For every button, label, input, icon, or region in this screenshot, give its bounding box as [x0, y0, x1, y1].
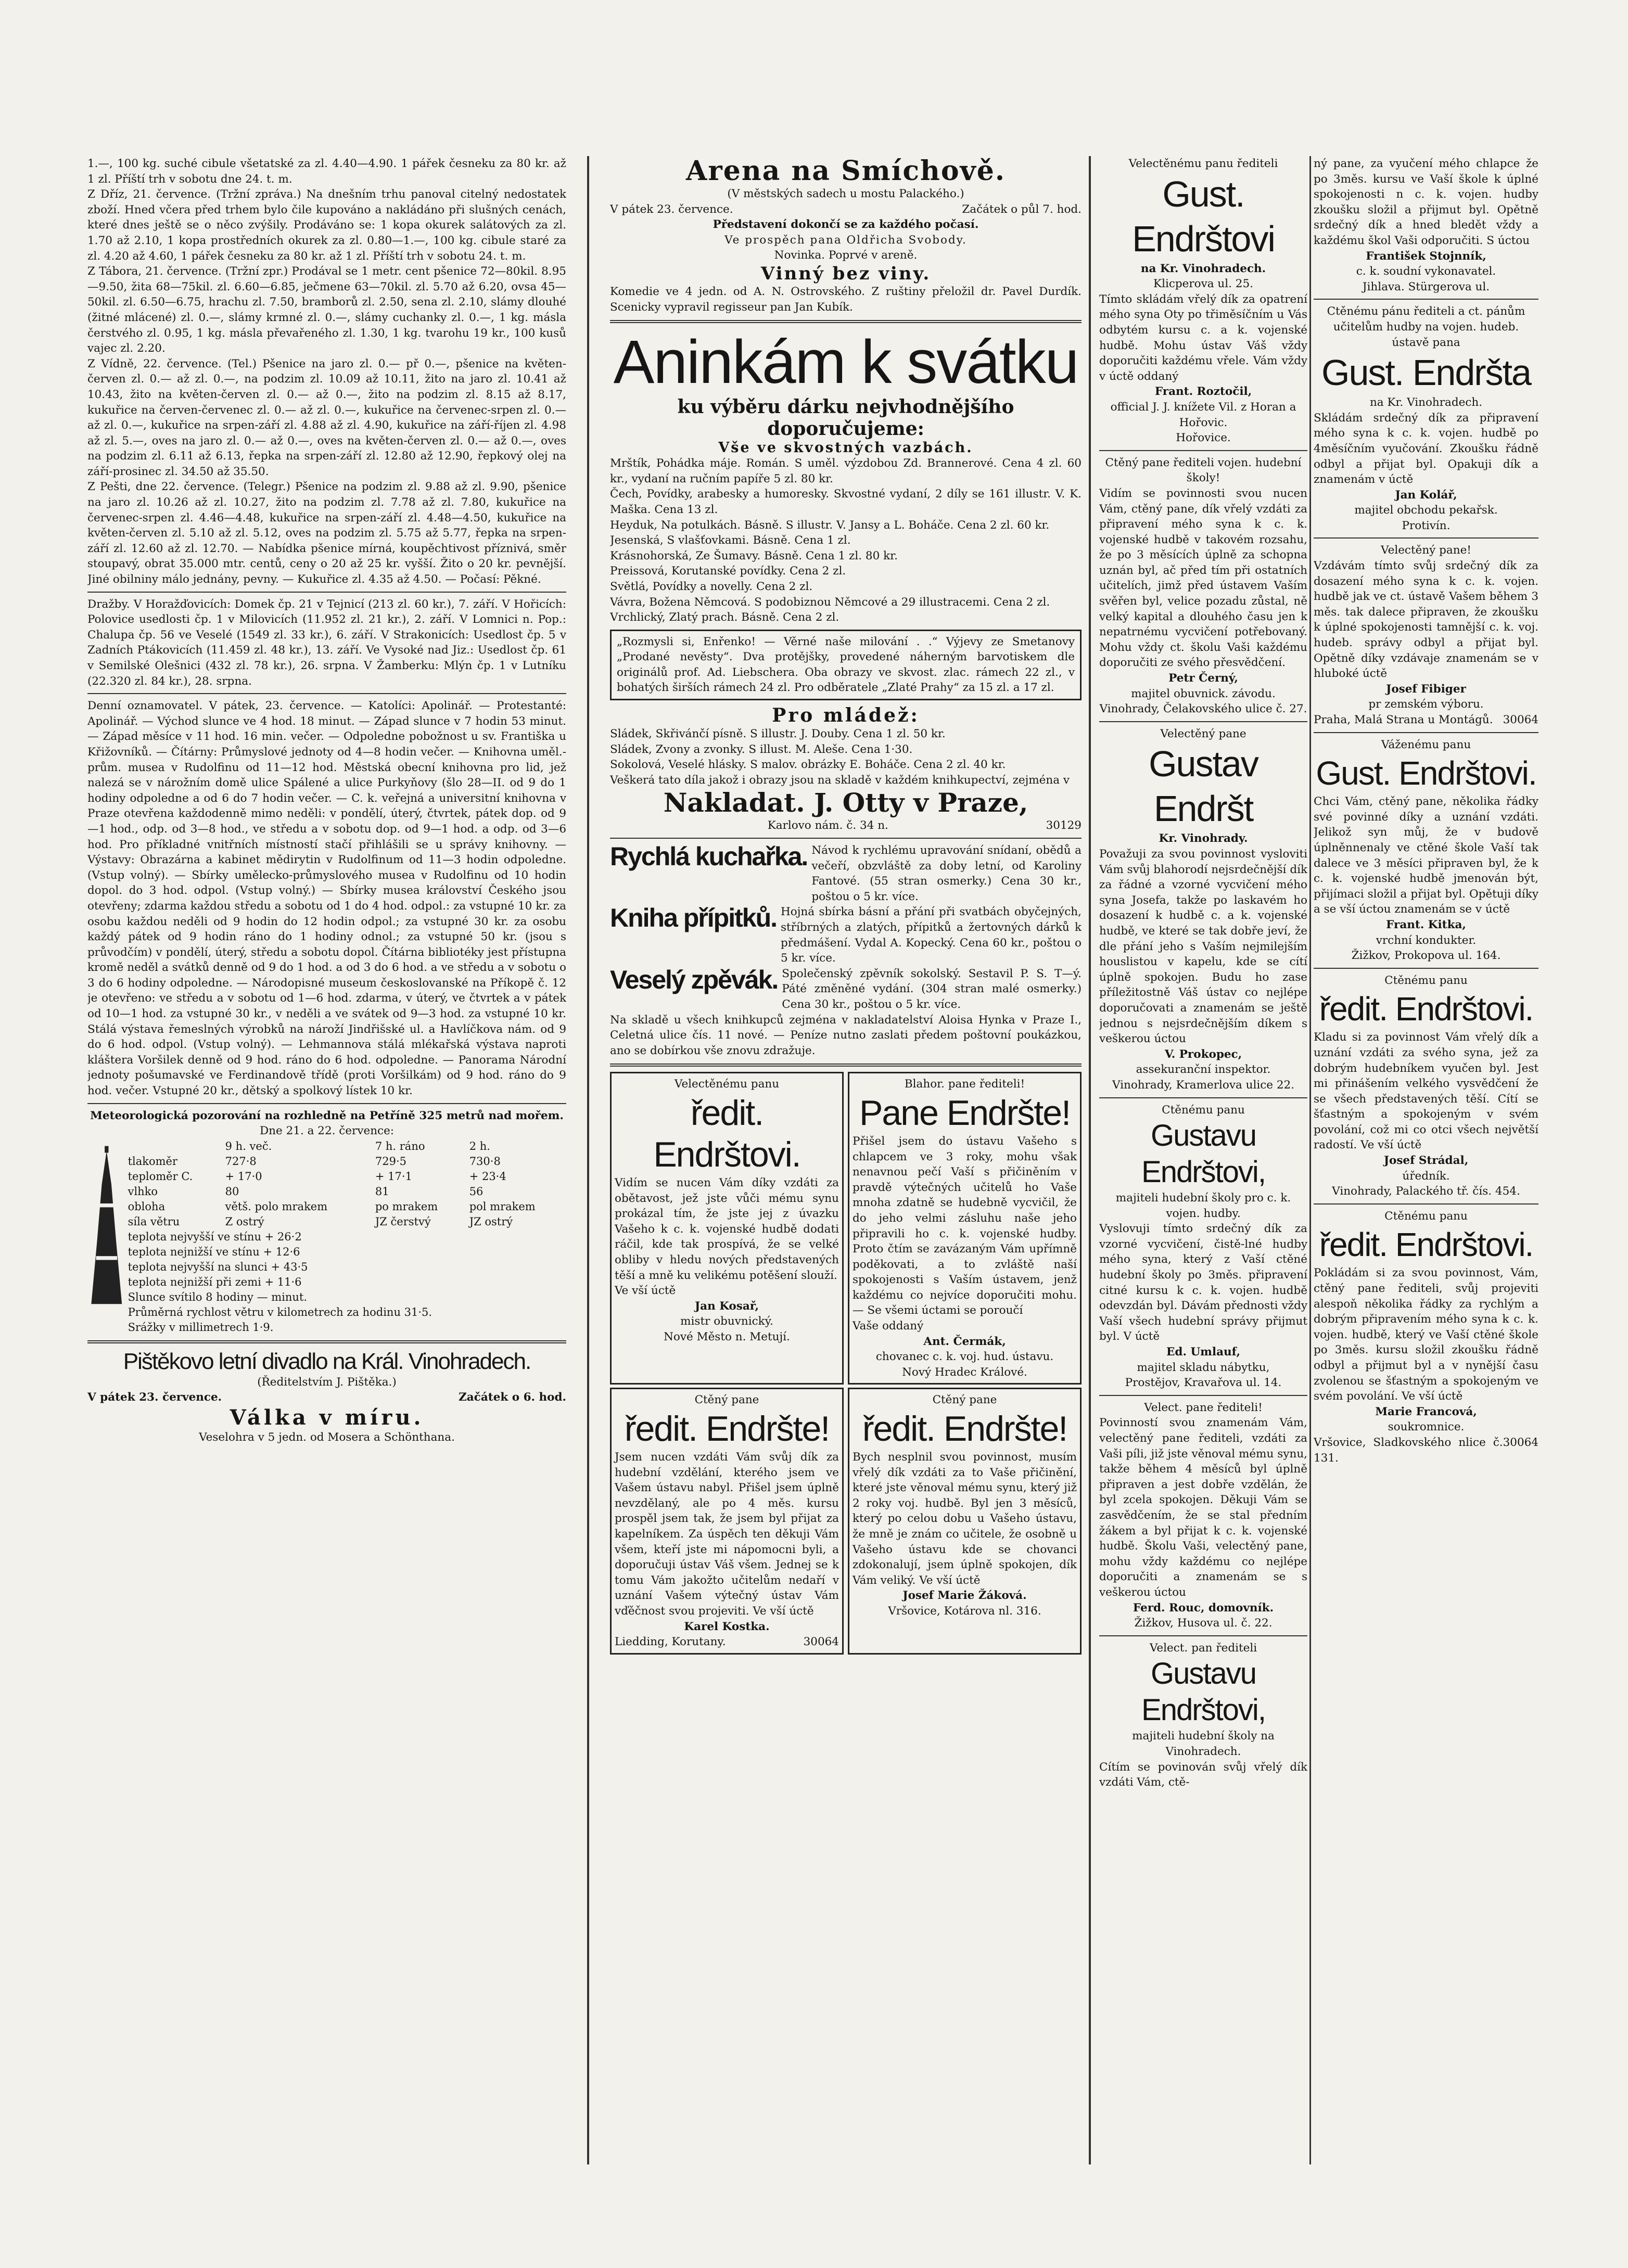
ad-signature-title: soukromnice.: [1388, 1420, 1465, 1434]
petrin-tower-icon: [87, 1139, 126, 1316]
market-report: Z Pešti, dne 22. července. (Telegr.) Pšenice na podzim zl. 9.88 až zl. 9.90, pšenice na jaro zl. 10.26 až zl. 10.27, žito na podzim zl. 7.78 až zl. 7.80, kukuřice na červenec-srpen zl. 4.46—4.48, kukuřice na srpen-září zl. 4.48—4.50, kukuřice na květen-červen zl. 5.10 až zl. 5.12, oves na podzim zl. 5.75 až 5.77, řepka na srpen-září zl. 12.60 až zl. 12.70. — Nabídka pšenice mírná, koupěchtivost příznivá, směr stoupavý, obrat 35.000 mtr. centů, ceny o 20 až 25 kr. vyšší. Žito o 20 kr. pevnější. Jiné obilniny málo jednány, pevny. — Kukuřice zl. 4.35 až 4.50. — Počasí: Pěkné.: [87, 480, 566, 586]
ad-heading: Velectěný pane: [1160, 727, 1247, 740]
mladez-title: Pro mládež:: [772, 704, 920, 727]
theatre-subtitle: (Ředitelstvím J. Pištěka.): [257, 1375, 397, 1389]
divider: [87, 1340, 566, 1343]
ad-text: Přišel jsem do ústavu Vašeho s chlapcem ve 3 roky, mohu však nenavnou pečí Vaší s přičiněním v pravdě výtečných učitelů ho Vaše mnoha zdatně se hudebně vycvičil, že do jeho velmi zásluhu naše jeho připravili ho c. k. vojenské hudby. Proto čtím se zavázaným Vám upřímně poděkovati, a to zvláště naší spokojenosti s Vaším ústavem, jenž každému co nejvíce doporučiti mohu. — Se všemi úctami se poroučí: [853, 1134, 1077, 1317]
divider: [1314, 299, 1538, 300]
ad-heading: Velectěný pane!: [1381, 544, 1471, 557]
ad-text: ný pane, za vyučení mého chlapce že po 3měs. kursu ve Vaší škole k úplné spokojenosti n c. k. vojen. hudby zkoušku složil a přijmut byl. Opětně srdečný dík a hned bledět vždy a každému škol Vaši odporučiti. S úctou: [1314, 157, 1538, 247]
ad-signature-title: majitel obuvnick. závodu.: [1131, 687, 1276, 700]
meteo-extra: teplota nejnižší ve stínu + 12·6: [128, 1245, 300, 1258]
mladez-item: Sokolová, Veselé hlásky. S malov. obrázky E. Boháče. Cena 2 zl. 40 kr.: [610, 758, 1006, 772]
meteo-value: + 17·0: [225, 1170, 262, 1183]
book-item: Krásnohorská, Ze Šumavy. Básně. Cena 1 zl. 80 kr.: [610, 549, 898, 562]
ad-row: [610, 1388, 1082, 1654]
ad-number: 30064: [1503, 713, 1538, 726]
ad-heading: Velectěnému panu řediteli: [1128, 157, 1278, 170]
ad-text: Vyslovuji tímto srdečný dík za vzorné vycvičení, čistě-lné hudby mého syna, který z Vaší ctěné hudební školy po 3měs. připravení citné kursu k c. k. vojen. hudbě odevzdán byl. Dávám přednosti vždy Vaší všech hudební správy přijmut byl. V úctě: [1099, 1222, 1307, 1343]
ad-text: Povinností svou znamenám Vám, velectěný pane řediteli, vzdáti za Vaši píli, již jste věnoval mému synu, takže během 4 měsíců byl úplně připraven a jest dobře vzdělán, že byl zcela spokojen. Děkuji Vám se zasvědčením, že se stal předním žákem a byl přijat k c. k. vojenské hudbě. Školu Vaši, velectěný pane, mohu vždy každému co nejlépe doporučiti a znamenám se s veškerou úctou: [1099, 1416, 1307, 1599]
theatre-title: Pištěkovo letní divadlo na Král. Vinohradech.: [123, 1348, 531, 1374]
ad-text: Pokládám si za svou povinnost, Vám, ctěný pane řediteli, svůj projeviti alespoň několika řádky za rychlým a dobrým připravením mého syna k c. k. vojen. hudbě, který ve Vaší ctěné škole po 3měs. kursu složil zkoušku řádně odbyl a přijmut byl a v nynější času zvolenou se šťastným a spokojeným ve svém povolání. Ve vší úctě: [1314, 1266, 1538, 1403]
ad-place: Vinohrady, Palackého tř. čís. 454.: [1332, 1185, 1520, 1198]
mladez-item: Sládek, Zvony a zvonky. S illust. M. Aleše. Cena 1·30.: [610, 742, 913, 756]
theatre-desc: Veselohra v 5 jedn. od Mosera a Schönthana.: [199, 1431, 455, 1444]
meteo-value: JZ čerstvý: [375, 1215, 431, 1228]
ad-place: Protivín.: [1402, 519, 1451, 532]
ad-place: Žižkov, Prokopova ul. 164.: [1351, 949, 1501, 963]
ad-text: Kladu si za povinnost Vám vřelý dík a uznání vzdáti za svého syna, jež za dobrým hudebníkem vyučen byl. Jest mi přinášením velkého vysvědčení že se všech představených těší. Cítí se šťastným a spokojeným v svém povolání, což mi co otci všech největší radostí. Ve vší úctě: [1314, 1031, 1538, 1152]
ad-signature: V. Prokopec,: [1164, 1047, 1242, 1061]
meteo-row: [126, 1154, 566, 1169]
zpevak-title: Veselý zpěvák.: [610, 965, 778, 994]
ad-heading: Ctěný pane: [694, 1393, 759, 1407]
ad-subtitle: majiteli hudební školy na Vinohradech.: [1132, 1729, 1275, 1758]
divider: [87, 693, 566, 694]
column-rule: [1309, 156, 1311, 2164]
arena-time: Začátek o půl 7. hod.: [962, 202, 1082, 216]
ad-name: ředit. Endršte!: [624, 1409, 830, 1449]
ad-signature: Ant. Čermák,: [923, 1335, 1006, 1348]
ad-signature: Karel Kostka.: [684, 1620, 770, 1633]
market-report: Z Vídně, 22. července. (Tel.) Pšenice na jaro zl. 0.— př 0.—, pšenice na květen-červen zl. 0.— až zl. 0.—, na podzim zl. 10.09 až 10.11, žito na jaro zl. 10.41 až 10.43, žito na květen-červen zl. 0.— až 0.—, žito na podzim zl. 8.15 až 8.17, kukuřice na červen-červenec zl. 0.— až zl. 0.—, kukuřice na červenec-srpen zl. 0.— až zl. 0.—, kukuřice na srpen-září zl. 4.88 až zl. 4.90, kukuřice na září-říjen zl. 4.98 až zl. 5.—, oves na jaro zl. 0.— až 0.—, oves na květen-červen zl. 0.— až 0.—, oves na podzim zl. 6.11 až 6.13, řepka na srpen-září zl. 12.80 až 12.90, řepkový olej na září-prosinec zl. 34.50 až 35.50.: [87, 357, 566, 478]
meteo-value: 730·8: [469, 1155, 501, 1168]
theatre-play: Válka v míru.: [230, 1405, 424, 1430]
ad-name: ředit. Endrštovi.: [653, 1093, 800, 1174]
ad-signature: Marie Francová,: [1375, 1405, 1477, 1418]
meteo-value: JZ ostrý: [469, 1215, 513, 1228]
ad-box: [610, 1388, 844, 1654]
ad-name: Gust. Endrštovi.: [1316, 754, 1536, 792]
theatre-date: V pátek 23. července.: [87, 1391, 222, 1404]
market-report: 1.—, 100 kg. suché cibule všetatské za zl. 4.40—4.90. 1 pářek česneku za 80 kr. až 1 zl. Příští trh v sobotu dne 24. t. m.: [87, 157, 566, 186]
book-item: Heyduk, Na potulkách. Básně. S illustr. V. Jansy a L. Boháče. Cena 2 zl. 60 kr.: [610, 518, 1050, 532]
divider: [610, 838, 1082, 839]
book-item: Jesenská, S vlašťovkami. Básně. Cena 1 zl.: [610, 534, 851, 547]
divider: [87, 1103, 566, 1104]
kniha-text: Hojná sbírka básní a přání při svatbách obyčejných, stříbrných a zlatých, přípitků a žertovných dárků k předmášení. Vydal A. Kopecký. Cena 60 kr., poštou o 5 kr. více.: [781, 905, 1082, 965]
ad-close: Ve vší úctě: [615, 1284, 676, 1298]
hynek-note: Na skladě u všech knihkupců zejména v nakladatelství Aloisa Hynka v Praze I., Celetná ulice čís. 11 nové. — Peníze nutno zaslati předem poštovní poukázkou, ano se dobírkou vše znovu zdražuje.: [610, 1013, 1082, 1057]
book-item: Světlá, Povídky a novelly. Cena 2 zl.: [610, 580, 813, 593]
meteo-row: [126, 1184, 566, 1199]
ad-signature-title: majitel skladu nábytku,: [1137, 1361, 1270, 1374]
ad-place: Liedding, Korutany.: [615, 1635, 726, 1649]
divider: [1099, 1395, 1307, 1396]
meteo-extra: Srážky v millimetrech 1·9.: [128, 1321, 274, 1334]
ad-address: na Kr. Vinohradech.: [1140, 262, 1266, 275]
ad-signature: Frant. Roztočil,: [1154, 385, 1252, 399]
kucharka-text: Návod k rychlému upravování snídaní, obědů a večeří, obzvláště za doby letní, od Karoliny Fantové. (55 stran osmerky.) Cena 30 kr., poštou o 5 kr. více.: [811, 844, 1082, 903]
ad-name: Gust. Endrštovi: [1132, 173, 1275, 259]
divider: [1099, 1635, 1307, 1636]
divider: [1314, 537, 1538, 539]
column-testimonials-a: [1099, 156, 1307, 2164]
meteo-value: větš. polo mrakem: [225, 1200, 328, 1213]
column-advertisements: [610, 156, 1082, 2164]
meteo-label: síla větru: [128, 1215, 180, 1228]
arena-play: Vinný bez viny.: [760, 263, 931, 284]
meteo-row: [126, 1214, 566, 1229]
meteo-value: 80: [225, 1185, 239, 1198]
ad-signature-title: úředník.: [1402, 1169, 1450, 1183]
auctions-notice: Dražby. V Horažďovicích: Domek čp. 21 v Tejnicí (213 zl. 60 kr.), 7. září. V Hořicích: Polovice usedlosti čp. 1 v Milovicích (11.952 zl. 21 kr.), 2. září. V Lomnici n. Pop.: Chalupa čp. 56 ve Veselé (1549 zl. 33 kr.), 6. září. V Strakonicích: Usedlost čp. 5 v Zadních Ptákovicích (11.459 zl. 48 kr.), 13. září. Ve Vysoké nad Jiz.: Usedlost čp. 61 v Semilské Olešnici (432 zl. 78 kr.), 26. srpna. V Žamberku: Mlýn čp. 1 v Lutníku (22.320 zl. 84 kr.), 28. srpna.: [87, 597, 566, 688]
ad-address: Kr. Vinohrady.: [1159, 832, 1248, 845]
meteo-hour: 9 h. več.: [225, 1139, 272, 1152]
market-report: Z Dříz, 21. července. (Tržní zpráva.) Na dnešním trhu panoval citelný nedostatek zboží. Hned včera před trhem bylo čile kupováno a nakládáno při slušných cenách, které dnes ještě se o něco zvýšily. Prodáváno se: 1 kopa okurek salátových za zl. 1.70 až 2.10, 1 kopa prostředních okurek za zl. 0.80—1.—, 100 kg. cibule staré za zl. 4.20 až 4.60, 1 pářek česneku za 80 kr. až 1 zl. Příští trh v sobotu 24. t. m.: [87, 188, 566, 263]
arena-title: Arena na Smíchově.: [686, 156, 1006, 187]
ad-heading: Ctěnému panu: [1384, 1209, 1468, 1223]
divider: [87, 592, 566, 593]
ad-name: ředit. Endršte!: [862, 1409, 1067, 1449]
framed-offer: „Rozmysli si, Enřenko! — Věrné naše milování . .“ Výjevy ze Smetanovy „Prodané nevěsty“. Dva protějšky, provedené náherným barvotiskem dle originálů prof. Ad. Liebschera. Oba obrazy ve skvost. zlac. rámech 22 zl., v bohatých širších rámech 24 zl. Pro odběratele „Zlaté Prahy“ za 15 zl. a 17 zl.: [610, 630, 1082, 700]
meteo-value: 56: [469, 1185, 484, 1198]
ad-text: Bych nesplnil svou povinnost, musím vřelý dík vzdáti za to Vaše přičinění, které jste věnoval mému synu, který již 2 roky voj. hudbě. Byl jen 3 měsíců, který po celou dobu u Vašeho ústavu, že mně je znám co učitele, že osobně u Vašeho ústavu kde se chovanci zdokonalují, jsem úplně spokojen, dík Vám veliký. Ve vší úctě: [853, 1451, 1077, 1587]
divider: [1099, 1097, 1307, 1098]
ad-text: Vzdávám tímto svůj srdečný dík za dosazení mého syna k c. k. vojen. hudbě jak ve ct. ústavě Vašem během 3 měs. tak dalece připraven, že zkoušku k úplné spokojenosti tamnější c. k. voj. hudeb. správy odbyl a přijat byl. Opětně díky vzdávaje znamenám se v hluboké úctě: [1314, 559, 1538, 681]
ad-heading: Ctěnému panu: [1162, 1103, 1245, 1117]
ad-box: [610, 1072, 844, 1385]
ad-name: Gustavu Endrštovi,: [1141, 1657, 1265, 1727]
ad-signature-title: mistr obuvnický.: [680, 1315, 773, 1328]
ad-row: [610, 1072, 1082, 1385]
meteo-label: vlhko: [128, 1185, 158, 1198]
meteo-hour: 2 h.: [469, 1139, 490, 1152]
ad-signature-title: vrchní kondukter.: [1376, 933, 1477, 947]
market-report: Z Tábora, 21. července. (Tržní zpr.) Prodával se 1 metr. cent pšenice 72—80kil. 8.95—9.50, žita 68—75kil. zl. 6.60—6.85, ječmene 63—70kil. zl. 5.70 až 6.20, ovsa 45—50kil. zl. 6.50—6.75, hrachu zl. 7.50, bramborů zl. 2.50, sena zl. 2.10, slámy dlouhé (žitné mlácené) zl. 0.—, slámy krmné zl. 0.—, slámy cuchanky zl. 0.—, 1 kg. másla čerstvého zl. 0.95, 1 kg. másla převařeného zl. 1.30, 1 kg. tvarohu 19 kr., 100 kusů vajec zl. 2.20.: [87, 265, 566, 355]
meteo-value: + 17·1: [375, 1170, 412, 1183]
ad-name: Gustavu Endrštovi,: [1141, 1119, 1265, 1189]
ad-heading: Velectěnému panu: [674, 1078, 780, 1091]
ad-place: Prostějov, Kravařova ul. 14.: [1125, 1376, 1282, 1390]
ad-signature: Josef Strádal,: [1383, 1154, 1469, 1168]
ad-place: Nové Město n. Metují.: [664, 1330, 790, 1343]
column-rule: [1089, 156, 1091, 2164]
ad-signature-title: majitel obchodu pekařsk.: [1354, 504, 1498, 517]
meteo-extra: teplota nejvyšší na slunci + 43·5: [128, 1260, 308, 1273]
arena-note: Představení dokončí se za každého počasí.: [713, 218, 979, 232]
meteo-extra: teplota nejnižší při zemi + 11·6: [128, 1275, 302, 1288]
meteo-value: 729·5: [375, 1155, 406, 1168]
ad-heading: Ctěnému pánu řediteli a ct. pánům učitelům hudby na vojen. hudeb. ústavě pana: [1327, 305, 1525, 349]
ad-heading: Ctěnému panu: [1384, 973, 1468, 987]
divider: [1314, 732, 1538, 733]
ad-close: Vaše oddaný: [853, 1319, 924, 1333]
ad-address: na Kr. Vinohradech.: [1369, 396, 1483, 409]
meteo-value: 81: [375, 1185, 389, 1198]
meteo-label: tlakoměr: [128, 1155, 178, 1168]
meteo-value: Z ostrý: [225, 1215, 264, 1228]
theatre-time: Začátek o 6. hod.: [459, 1391, 566, 1404]
ad-text: Jsem nucen vzdáti Vám svůj dík za hudební vzdělání, kterého jsem ve Vašem ústavu nabyl. Přišel jsem úplně nevzdělaný, ale po 4 měs. kursu prospěl jsem tak, že jsem byl přijat za kapelníkem. Za úspěch ten děkuji Vám všem, kteří jste mi nápomocni byli, a doporučuji ústav Váš všem. Jednej se k tomu Vám jakožto učitelům nedaří v uznání Vašem výtečný ústav Vám vďěčnost svou projeviti. Ve vší úctě: [615, 1451, 839, 1618]
ad-place: Jihlava. Stürgerova ul.: [1362, 280, 1490, 293]
ad-heading: Ctěný pane: [932, 1393, 997, 1407]
ad-signature: Petr Černý,: [1168, 672, 1238, 685]
meteo-extra: teplota nejvyšší ve stínu + 26·2: [128, 1230, 302, 1243]
ad-name: Gustav Endršt: [1149, 744, 1258, 829]
anin-title: Aninkám k svátku: [613, 328, 1078, 397]
ad-signature: Frant. Kitka,: [1386, 918, 1466, 931]
ad-subtitle: majiteli hudební školy pro c. k. vojen. hudby.: [1115, 1191, 1291, 1220]
ad-heading: Velect. pane řediteli!: [1144, 1401, 1263, 1414]
ad-place: Praha, Malá Strana u Montágů.: [1314, 713, 1493, 726]
ad-place: Vršovice, Sladkovského nlice č. 131.: [1314, 1436, 1503, 1465]
anin-subtitle2: Vše ve skvostných vazbách.: [718, 440, 973, 456]
ad-place: Nový Hradec Králové.: [902, 1365, 1027, 1379]
divider: [1314, 968, 1538, 969]
meteo-value: + 23·4: [469, 1170, 506, 1183]
ad-name: ředit. Endrštovi.: [1319, 990, 1533, 1028]
ad-signature-title: pr zemském výboru.: [1368, 698, 1484, 711]
ad-heading: Ctěný pane řediteli vojen. hudební školy!: [1105, 456, 1302, 485]
ad-signature-title: assekuranční inspektor.: [1136, 1063, 1271, 1077]
ad-name: Gust. Endršta: [1321, 352, 1531, 393]
ad-heading: Blahor. pane řediteli!: [904, 1078, 1025, 1091]
ad-signature-title: official J. J. knížete Vil. z Horan a Hořovic.: [1110, 400, 1296, 429]
column-market-news: [87, 156, 566, 2164]
book-item: Vrchlický, Zlatý prach. Básně. Cena 2 zl.: [610, 611, 840, 624]
otty-publisher: Nakladat. J. Otty v Praze,: [663, 787, 1028, 818]
ad-text: Vidím se nucen Vám díky vzdáti za obětavost, jež jste vůči mému synu prokázal tím, že jste jej z úvazku Vašeho k c. k. vojenské hudbě dodati ráčil, kde tak prospívá, že se velké obliby v hledu nových představených těší a mně ku velikému potěšení slouží.: [615, 1176, 839, 1282]
ad-signature: Ferd. Rouc, domovník.: [1133, 1601, 1274, 1614]
mladez-item: Sládek, Skřivánčí písně. S illustr. J. Douby. Cena 1 zl. 50 kr.: [610, 727, 946, 741]
divider: [1099, 721, 1307, 722]
meteo-label: obloha: [128, 1200, 166, 1213]
ad-place: Vršovice, Kotárova nl. 316.: [888, 1604, 1041, 1618]
ad-heading: Váženému panu: [1381, 738, 1471, 751]
zpevak-text: Společenský zpěvník sokolský. Sestavil P. S. T—ý. Páté změněné vydání. (304 stran malé osmerky.) Cena 30 kr., poštou o 5 kr. více.: [782, 967, 1082, 1011]
ad-place: Hořovice.: [1176, 431, 1231, 445]
ad-place: Žižkov, Husova ul. č. 22.: [1134, 1617, 1273, 1630]
ad-text: Skládám srdečný dík za připravení mého syna k c. k. vojen. hudbě po 4měsíčním vyučování. Zkoušku řádně odbyl a přijat byl. Opakuji dík a znamenám v úctě: [1314, 411, 1538, 486]
daily-notices: Denní oznamovatel. V pátek, 23. července. — Katolíci: Apolinář. — Protestanté: Apolinář. — Východ slunce ve 4 hod. 18 minut. — Západ slunce v 7 hodin 53 minut. — Západ měsíce v 11 hod. 16 min. večer. — Odpoledne pobožnost u sv. Františka u Křižovníků. — Čítárny: Průmyslové jednoty od 4—8 hodin večer. — Knihovna uměl.-prům. musea v Rudolfinu od 11—12 hod. Městská obecní knihovna pro lid, jež nalezá se v nárožním domě ulice Spálené a ulice Purkyňovy (šlo 28—II. od 9 do 1 hodiny odpoledne a od 6 do 7 hodin večer. — C. k. veřejná a universitní knihovna v Praze otevřena každodenně mimo neděli: v pondělí, úterý, čtvrtek, pátek dop. od 9—1 hod., odp. od 3—8 hod., ve středu a v sobotu dop. od 9—1 hod. a odp. od 3—6 hod. Pro příkladné vnitřních místností stačí přihlášili se u správy knihovny. — Výstavy: Obrazárna a kabinet mědirytin v Rudolfinum od 11—3 hodin odpoledne. (Vstup volný). — Sbírky umělecko-průmyslového musea v Rudolfinu od 10 hodin dopol. do 3 hod. odpol. (Vstup volný.) — Sbírky musea království Českého jsou otevřeny; zdarma každou středu a sobotu od 1 do 4 hod. odpol.: za vstupné 10 kr. za osobu každou neděli od 9 hodin do 12 hodin odpol.; za vstupné 30 kr. za osobu každý pátek od 9 hodin ráno do 1 hodiny odnol.; za vstupné 50 kr. (jsou s průvodčím) v pondělí, úterý, středu a sobotu dopol. Čítárna bibliotéky jest přístupna kromě neděl a svátků denně od 9 do 1 hod. a od 3 do 6 hod. a ve středu a v sobotu o 3 do 6 hodiny odpoledne. — Národopisné museum českoslovanské na Příkopě č. 12 je otevřeno: ve středu a v sobotu od 1—6 hod. zdarma, v úterý, ve čtvrtek a v pátek od 10—1 hod. za vstupné 30 kr., v neděli a ve svátek od 9—3 hod. za vstupné 10 kr. Stálá výstava řemeslných výrobků na nároží Jindřišské ul. a Havlíčkova nám. od 9 do 6 hod. odpol. (Vstup volný). — Lehmannova stálá mlékařská výstava naproti kláštera Voršilek denně od 9 hod. ráno do 6 hod. odpoledne. — Panorama Národní jednoty pošumavské ve Ferdinandově třídě (proti Voršilkám) od 9 hod. ráno do 9 hod. večer. Vstupné 20 kr., dětský a spolkový lístek 10 kr.: [87, 699, 566, 1098]
column-rule: [587, 156, 589, 2164]
anin-subtitle: ku výběru dárku nejvhodnějšího doporučujeme:: [677, 396, 1014, 440]
ad-name: ředit. Endrštovi.: [1319, 1226, 1533, 1264]
arena-novelty: Novinka. Poprvé v areně.: [774, 249, 918, 262]
kniha-title: Kniha přípitků.: [610, 903, 777, 933]
ad-signature: František Stojnník,: [1366, 249, 1486, 263]
ad-signature: Jan Kosař,: [694, 1299, 759, 1313]
divider: [610, 1063, 1082, 1067]
ad-signature-title: chovanec c. k. voj. hud. ústavu.: [875, 1350, 1054, 1364]
ad-name: Pane Endršte!: [859, 1093, 1070, 1133]
meteo-row: [126, 1199, 566, 1214]
column-testimonials-b: [1314, 156, 1538, 2164]
mladez-note: Veškerá tato díla jakož i obrazy jsou na skladě v každém knihkupectví, zejména v: [610, 773, 1070, 787]
ad-text: Vidím se povinnosti svou nucen Vám, ctěný pane, dík vřelý vzdáti za připravení mého syna k c. k. vojenské hudbě v takovém rozsahu, že po 3 měsících úplně za schopna uznán byl, ač před tím při ostatních učitelích, jimž před ústavem Vaším svěřen byl, velice pozadu zůstal, ně velký kapital a dlouhého času jen k nepatrnému vycvičení potřebovaný. Mohu vždy ct. školu Vaši každému doporučiti ze svého přesvědčení.: [1099, 486, 1307, 670]
book-item: Preissová, Korutanské povídky. Cena 2 zl.: [610, 565, 846, 578]
ad-number: 30064: [803, 1635, 839, 1649]
meteo-row: [126, 1169, 566, 1184]
ad-text: Cítím se povinován svůj vřelý dík vzdáti Vám, ctě-: [1099, 1760, 1307, 1789]
ad-text: Tímto skládám vřelý dík za opatrení mého syna Oty po třiměsíčním u Vás odbytém kursu c. a k. vojenské hudbě. Mohu ústav Váš vždy doporučiti každému vřele. Vám vždy v úctě oddaný: [1099, 292, 1307, 383]
divider: [1314, 1203, 1538, 1205]
ad-text: Považuji za svou povinnost vysloviti Vám svůj blahorodí nejsrdečnější dík za řádné a vzorné vycvičení mého syna Josefa, takže po laskavém ho dosazení k hudbě c. a k. vojenské hudbě, ve které se tak dobře jeví, že dle přání jeho s Vaším nejmilejším houslistou v kapelu, kde se cítí úplně spokojen. Budu ho zase příležitostně Váš ústav co nejlépe doporučovati a znamenám se ještě jednou s nejsrdečnějším díkem s veškerou úctou: [1099, 848, 1307, 1046]
book-item: Vávra, Božena Němcová. S podobiznou Němcové a 29 illustracemi. Cena 2 zl.: [610, 595, 1050, 609]
arena-subtitle: (V městských sadech u mostu Palackého.): [727, 187, 964, 200]
ad-box: [848, 1388, 1082, 1654]
meteo-hour: 7 h. ráno: [375, 1139, 425, 1152]
ad-address: Klicperova ul. 25.: [1153, 277, 1253, 291]
ad-box: [848, 1072, 1082, 1385]
meteo-table: [126, 1139, 566, 1335]
divider: [1099, 450, 1307, 451]
ad-heading: Velect. pan řediteli: [1149, 1641, 1257, 1655]
ad-signature-title: c. k. soudní vykonavatel.: [1356, 265, 1496, 278]
arena-desc: Komedie ve 4 jedn. od A. N. Ostrovského. Z ruštiny přeložil dr. Pavel Durdík. Scenicky vypravil regisseur pan Jan Kubík.: [610, 285, 1082, 314]
meteo-date: Dne 21. a 22. července:: [259, 1124, 395, 1138]
ad-number: 30064: [1503, 1436, 1538, 1449]
ad-signature: Ed. Umlauf,: [1166, 1346, 1240, 1359]
ad-place: Vinohrady, Kramerlova ulice 22.: [1112, 1078, 1295, 1092]
book-item: Čech, Povídky, arabesky a humoresky. Skvostné vydaní, 2 díly se 161 illustr. V. K. Maška. Cena 13 zl.: [610, 488, 1082, 516]
meteo-extra: Průměrná rychlost větru v kilometrech za hodinu 31·5.: [128, 1305, 433, 1318]
ad-signature: Josef Marie Žáková.: [902, 1589, 1027, 1603]
arena-benefit: Ve prospěch pana Oldřicha Svobody.: [724, 233, 967, 247]
kucharka-title: Rychlá kuchařka.: [610, 842, 808, 872]
divider: [610, 320, 1082, 323]
ad-signature: Josef Fibiger: [1386, 682, 1466, 696]
meteo-title: Meteorologická pozorování na rozhledně na Petříně 325 metrů nad mořem.: [90, 1109, 564, 1122]
meteo-value: po mrakem: [375, 1200, 438, 1213]
ad-number: 30129: [1046, 819, 1082, 832]
arena-date: V pátek 23. července.: [610, 202, 733, 216]
otty-address: Karlovo nám. č. 34 n.: [767, 819, 888, 832]
meteo-block: [87, 1139, 566, 1335]
ad-place: Vinohrady, Čelakovského ulice č. 27.: [1099, 702, 1307, 716]
meteo-extra: Slunce svítilo 8 hodiny — minut.: [128, 1290, 308, 1303]
meteo-label: teploměr C.: [128, 1170, 193, 1183]
ad-signature: Jan Kolář,: [1395, 488, 1457, 502]
meteo-value: 727·8: [225, 1155, 257, 1168]
meteo-value: pol mrakem: [469, 1200, 536, 1213]
book-item: Mrštík, Pohádka máje. Román. S uměl. výzdobou Zd. Brannerové. Cena 4 zl. 60 kr., vydaní na ručním papíře 5 zl. 80 kr.: [610, 457, 1082, 485]
ad-text: Chci Vám, ctěný pane, několika řádky své povinné díky a uznání vzdáti. Jelikož syn můj, že v budově úplněnnenaly ve ctěné škole Vaší tak dalece ve 3 měsíci připraven byl, že k c. k. vojenské hudbě jmenován být, přijímaci složil a přijat byl. Opětuji díky a se vší úctou znamenám se v úctě: [1314, 795, 1538, 916]
